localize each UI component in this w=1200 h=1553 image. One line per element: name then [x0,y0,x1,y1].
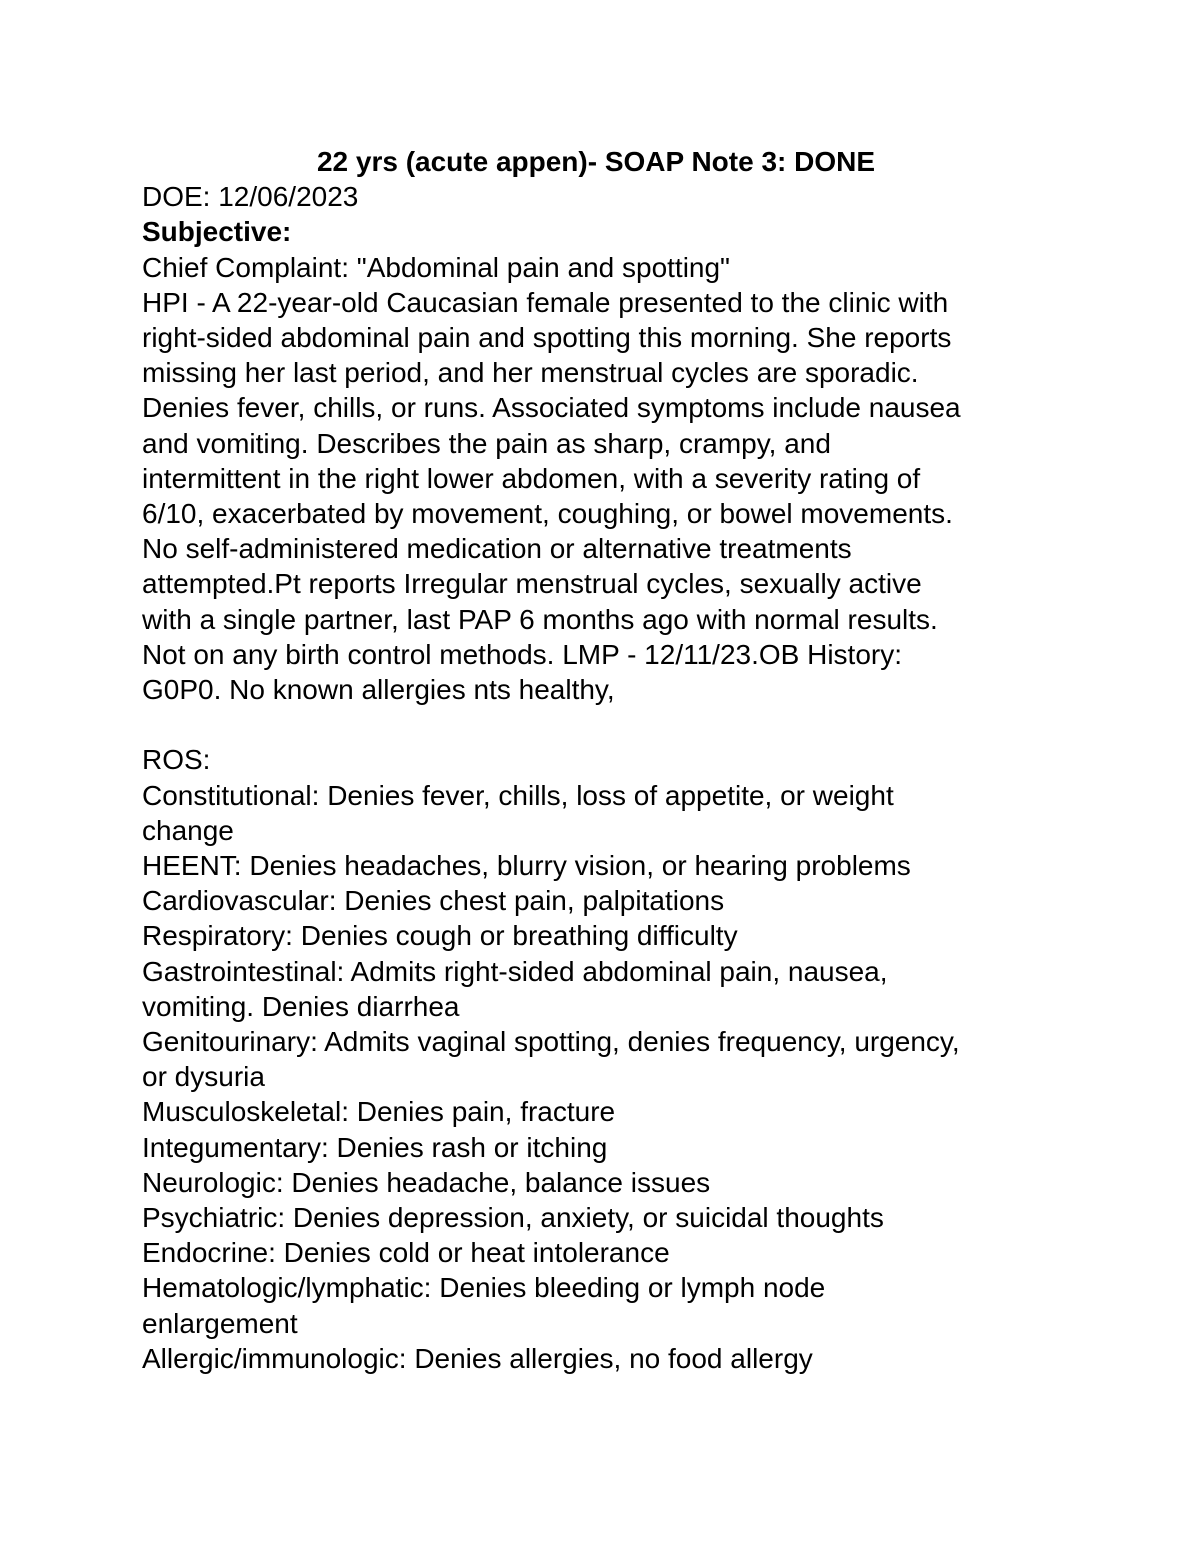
ros-line: Musculoskeletal: Denies pain, fracture [142,1096,616,1128]
hpi-line: Denies fever, chills, or runs. Associated symptoms include nausea [142,392,961,424]
ros-line: HEENT: Denies headaches, blurry vision, or hearing problems [142,850,911,882]
hpi-line: and vomiting. Describes the pain as sharp, crampy, and [142,427,831,459]
ros-heading: ROS: [142,744,211,776]
ros-line: Gastrointestinal: Admits right-sided abdominal pain, nausea, [142,955,888,987]
ros-line: Psychiatric: Denies depression, anxiety, or suicidal thoughts [142,1202,884,1234]
subjective-heading: Subjective: [142,216,292,248]
ros-line: enlargement [142,1307,298,1339]
ros-line: or dysuria [142,1061,265,1093]
ros-line: Constitutional: Denies fever, chills, loss of appetite, or weight [142,779,894,811]
hpi-paragraph [142,285,1072,707]
ros-line: Genitourinary: Admits vaginal spotting, denies frequency, urgency, [142,1026,960,1058]
ros-line: Neurologic: Denies headache, balance issues [142,1166,711,1198]
document-body [142,144,1072,1376]
hpi-line: attempted.Pt reports Irregular menstrual cycles, sexually active [142,568,922,600]
hpi-line: right-sided abdominal pain and spotting this morning. She reports [142,322,952,354]
ros-list [142,778,1072,1376]
document-title: 22 yrs (acute appen)- SOAP Note 3: DONE [316,146,876,177]
hpi-line: HPI - A 22-year-old Caucasian female presented to the clinic with [142,286,949,318]
ros-line: Hematologic/lymphatic: Denies bleeding or lymph node [142,1272,826,1304]
hpi-line: No self-administered medication or alternative treatments [142,533,852,565]
hpi-line: with a single partner, last PAP 6 months ago with normal results. [142,603,938,635]
ros-line: Integumentary: Denies rash or itching [142,1131,608,1163]
hpi-line: Not on any birth control methods. LMP - 12/11/23.OB History: [142,638,902,670]
ros-line: Allergic/immunologic: Denies allergies, no food allergy [142,1342,813,1374]
hpi-line: 6/10, exacerbated by movement, coughing, or bowel movements. [142,498,953,530]
date-of-encounter: DOE: 12/06/2023 [142,181,359,213]
hpi-line: intermittent in the right lower abdomen, with a severity rating of [142,462,921,494]
ros-line: Endocrine: Denies cold or heat intolerance [142,1237,670,1269]
ros-line: change [142,814,234,846]
blank-line [142,707,1072,742]
hpi-line: G0P0. No known allergies nts healthy, [142,674,615,706]
ros-line: Respiratory: Denies cough or breathing difficulty [142,920,738,952]
ros-line: Cardiovascular: Denies chest pain, palpitations [142,885,725,917]
hpi-line: missing her last period, and her menstrual cycles are sporadic. [142,357,919,389]
ros-line: vomiting. Denies diarrhea [142,990,460,1022]
chief-complaint: Chief Complaint: "Abdominal pain and spotting" [142,251,730,283]
